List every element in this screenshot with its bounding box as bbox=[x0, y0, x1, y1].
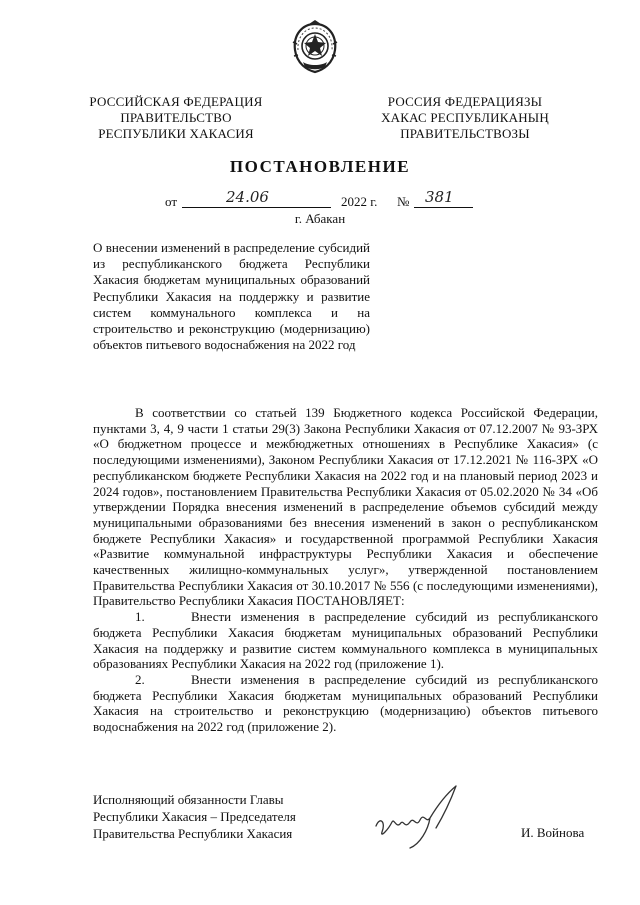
header-right-line-1: РОССИЯ ФЕДЕРАЦИЯЗЫ bbox=[387, 94, 543, 109]
item-1-text: Внести изменения в распределение субсидий из республиканского бюджета Республики Хакасия бюджетам муниципальных образований Республики Хакасия на поддержку и развитие систем коммунального комплекса в муниципальных образованиях Республики Хакасия на 2022 год (приложение 1). bbox=[93, 609, 598, 672]
handwritten-signature-icon bbox=[370, 778, 480, 850]
header-left bbox=[80, 94, 272, 142]
signatory-title bbox=[93, 791, 296, 842]
header-left-line-1: РОССИЙСКАЯ ФЕДЕРАЦИЯ bbox=[89, 94, 263, 109]
document-subject: О внесении изменений в распределение субсидий из республиканского бюджета Республики Хакасия бюджетам муниципальных образований Республики Хакасия на поддержку и развитие систем коммунального комплекса и на строительство и реконструкцию (модернизацию) объектов питьевого водоснабжения на 2022 год bbox=[93, 240, 370, 353]
signatory-name: И. Войнова bbox=[521, 825, 585, 840]
date-year: 2022 г. bbox=[341, 194, 378, 209]
date-underline bbox=[182, 207, 331, 208]
date-prefix: от bbox=[165, 194, 178, 209]
body-item-1 bbox=[93, 609, 598, 672]
item-2-number: 2. bbox=[135, 671, 145, 687]
item-1-number: 1. bbox=[135, 609, 145, 625]
coat-of-arms-icon bbox=[289, 20, 341, 74]
item-2-text: Внести изменения в распределение субсидий из республиканского бюджета Республики Хакасия бюджетам муниципальных образований Республики Хакасия на строительство и реконструкцию (модернизацию) объектов питьевого водоснабжения на 2022 год (приложение 2). bbox=[93, 671, 598, 735]
number-handwritten: 381 bbox=[425, 188, 454, 206]
number-sign: № bbox=[397, 194, 410, 209]
signatory-title-line-1: Исполняющий обязанности Главы bbox=[93, 792, 284, 807]
document-body bbox=[93, 405, 598, 735]
header-left-line-2: ПРАВИТЕЛЬСТВО bbox=[120, 110, 232, 125]
date-handwritten: 24.06 bbox=[226, 188, 269, 206]
body-item-2 bbox=[93, 672, 598, 735]
document-type-title: ПОСТАНОВЛЕНИЕ bbox=[229, 157, 411, 176]
body-intro: В соответствии со статьей 139 Бюджетного кодекса Российской Федерации, пунктами 3, 4, 9 части 1 статьи 29(3) Закона Республики Хакасия от 07.12.2007 № 93-ЗРХ «О бюджетном процессе и межбюджетных отношениях в Республике Хакасия» (с последующими изменениями), Законом Республики Хакасия от 17.12.2021 № 116-ЗРХ «О республиканском бюджете Республики Хакасия на 2022 год и на плановый период 2023 и 2024 годов», постановлением Правительства Республики Хакасия от 05.02.2020 № 34 «Об утверждении Порядка внесения изменений в распределение объемов субсидий между муниципальными образованиями без внесения изменений в закон о республиканском бюджете Республики Хакасия» и государственной программой Республики Хакасия «Развитие коммунальной инфраструктуры Республики Хакасия и обеспечение качественных жилищно-коммунальных услуг», утвержденной постановлением Правительства Республики Хакасия от 30.10.2017 № 556 (с последующими изменениями), Правительство Республики Хакасия ПОСТАНОВЛЯЕТ: bbox=[93, 405, 598, 609]
header-right bbox=[366, 94, 564, 142]
signatory-title-line-3: Правительства Республики Хакасия bbox=[93, 826, 293, 841]
signatory-title-line-2: Республики Хакасия – Председателя bbox=[93, 809, 296, 824]
date-line bbox=[0, 188, 640, 212]
header-right-line-2: ХАКАС РЕСПУБЛИКАНЫҢ bbox=[381, 110, 549, 125]
number-underline bbox=[414, 207, 473, 208]
city: г. Абакан bbox=[294, 211, 346, 226]
header-right-line-3: ПРАВИТЕЛЬСТВОЗЫ bbox=[400, 126, 530, 141]
header-left-line-3: РЕСПУБЛИКИ ХАКАСИЯ bbox=[98, 126, 254, 141]
